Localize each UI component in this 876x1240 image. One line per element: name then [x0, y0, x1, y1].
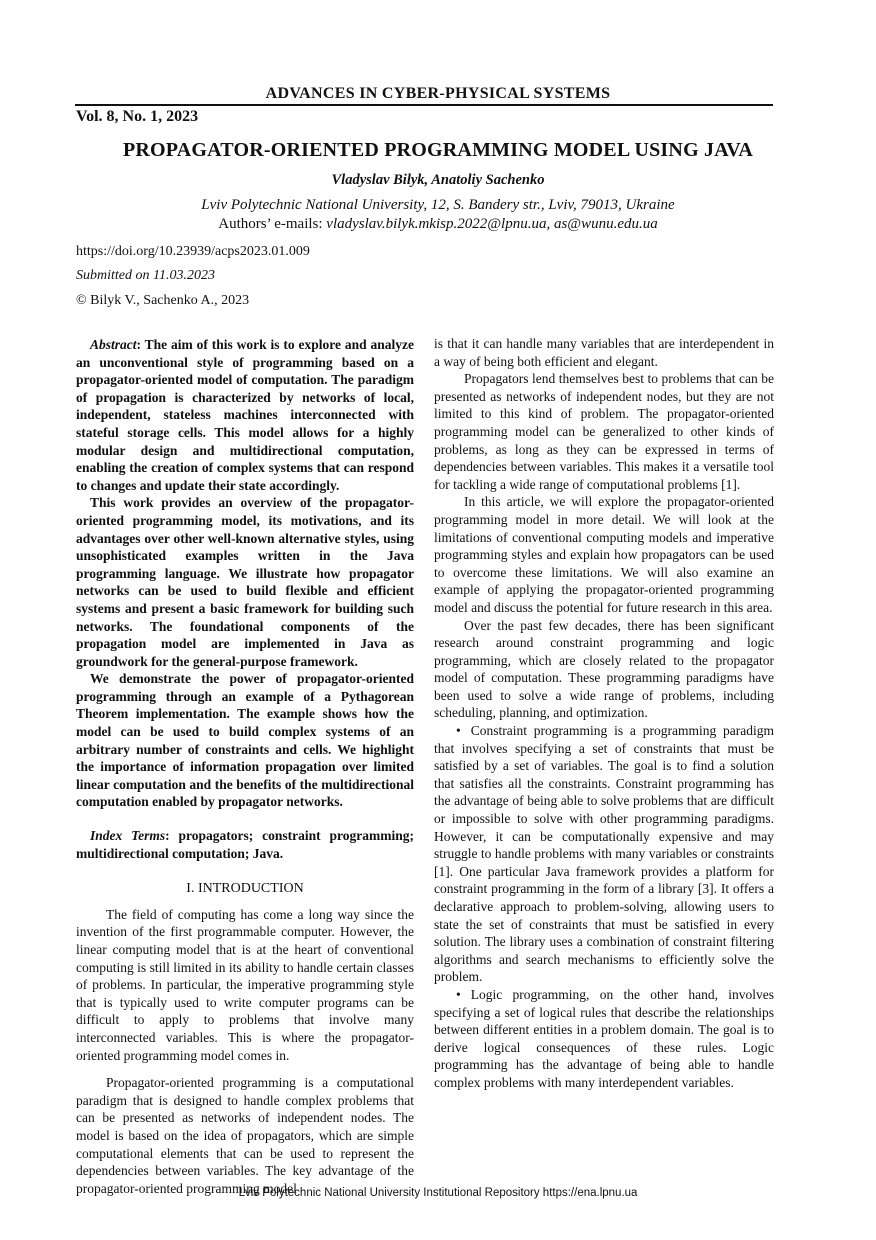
- abstract-label: Abstract: [90, 337, 137, 352]
- bullet-icon: •: [456, 986, 461, 1002]
- authors: Vladyslav Bilyk, Anatoliy Sachenko: [331, 172, 545, 188]
- emails-list[interactable]: vladyslav.bilyk.mkisp.2022@lpnu.ua, as@wunu.edu.ua: [322, 216, 658, 232]
- author-emails: [0, 216, 876, 233]
- doi-link[interactable]: https://doi.org/10.23939/acps2023.01.009: [76, 244, 310, 259]
- left-column: [76, 336, 414, 1197]
- bullet-icon: •: [456, 723, 461, 739]
- section-heading: I. INTRODUCTION: [186, 881, 304, 897]
- abstract-text: : The aim of this work is to explore and analyze an unconventional style of programming based on a propagator-oriented model of computation. The paradigm of propagation is characterized by networks of local, independent, stateless machines interconnected with stateful storage cells. This model allows for a highly modular design and multidirectional computation, enabling the creation of complex systems that can respond to changes and update their state accordingly.: [76, 337, 414, 493]
- body-paragraph: Propagators lend themselves best to problems that can be presented as networks of independent nodes, but they are not limited to this kind of problem. The propagator-oriented programming model can be generalized to other kinds of problems, as long as they can be expressed in terms of dependencies between variables. This makes it a versatile tool for tackling a wide range of computational problems [1].: [434, 371, 774, 492]
- journal-name: ADVANCES IN CYBER-PHYSICAL SYSTEMS: [265, 85, 611, 102]
- bullet-text: Logic programming, on the other hand, involves specifying a set of logical rules that describe the relationships between different entities in a problem domain. The goal is to derive logical consequences of these rules. Logic programming has the advantage of being able to handle complex problems with many interdependent variables.: [434, 986, 774, 1090]
- affiliation: Lviv Polytechnic National University, 12, S. Bandery str., Lviv, 79013, Ukraine: [201, 197, 675, 213]
- bullet-item: [434, 986, 774, 1092]
- bullet-text: Constraint programming is a programming paradigm that involves specifying a set of constraints that must be satisfied by a set of variables. The goal is to find a solution that satisfies all the constraints. Constraint programming has the advantage of being able to solve problems that are difficult or impossible to solve with other programming paradigms. However, it can be computationally expensive and may struggle to handle problems with many variables or constraints [1]. One particular Java framework provides a platform for constraint programming in the form of a library [3]. It offers a declarative approach to problem-solving, allowing users to state the set of constraints that must be satisfied in every solution. The library uses a combination of constraint filtering algorithms and search mechanisms to efficiently solve the problem.: [434, 723, 774, 985]
- abstract-paragraph: [76, 336, 414, 494]
- index-terms-text: : propagators; constraint programming; multidirectional computation; Java.: [76, 828, 414, 861]
- body-paragraph: In this article, we will explore the propagator-oriented programming model in more detail. We will look at the limitations of conventional computing models and imperative programming styles and explain how propagators can be used to overcome these limitations. We will also examine an example of applying the propagator-oriented programming model and discuss the potential for future research in this area.: [434, 494, 774, 615]
- index-terms: [76, 827, 414, 862]
- emails-label: Authors’ e-mails:: [218, 216, 323, 232]
- volume-issue: Vol. 8, No. 1, 2023: [76, 108, 199, 125]
- article-title: PROPAGATOR-ORIENTED PROGRAMMING MODEL USING JAVA: [122, 139, 753, 161]
- body-paragraph: is that it can handle many variables that are interdependent in a way of being both efficient and elegant.: [434, 336, 774, 369]
- submitted-date: Submitted on 11.03.2023: [76, 268, 215, 283]
- copyright: © Bilyk V., Sachenko A., 2023: [76, 293, 250, 308]
- body-paragraph: Propagator-oriented programming is a computational paradigm that is designed to handle complex problems that can be presented as networks of independent nodes. The model is based on the idea of propagators, which are simple computational elements that can be used to represent the dependencies between variables. The key advantage of the propagator-oriented programming model: [76, 1075, 414, 1196]
- header-rule: [75, 104, 773, 106]
- abstract-paragraph: This work provides an overview of the propagator-oriented programming model, its motivations, and its advantages over other well-known alternative styles, using unsophisticated examples written in the Java programming language. We illustrate how propagator networks can be used to build flexible and efficient systems and present a basic framework for building such networks. The foundational components of the propagation model are implemented in Java as groundwork for the general-purpose framework.: [76, 495, 414, 669]
- body-paragraph: The field of computing has come a long way since the invention of the first programmable computer. However, the linear computing model that is at the heart of conventional computing is still limited in its ability to handle certain classes of problems. In particular, the imperative programming style that is typically used to write computer programs can be difficult to apply to problems that involve many interconnected variables. This is where the propagator-oriented programming model comes in.: [76, 906, 414, 1063]
- bullet-item: [434, 722, 774, 986]
- right-column: [434, 335, 774, 1092]
- index-terms-label: Index Terms: [90, 828, 166, 844]
- abstract-paragraph: We demonstrate the power of propagator-oriented programming through an example of a Pythagorean Theorem implementation. The example shows how the model can be used to build complex systems of an arbitrary number of constraints and cells. We highlight the importance of information propagation over limited linear computation and the benefits of the multidirectional computation enabled by propagator networks.: [76, 671, 414, 810]
- repository-footer: Lviv Polytechnic National University Institutional Repository https://ena.lpnu.ua: [238, 1187, 638, 1199]
- body-paragraph: Over the past few decades, there has been significant research around constraint programming and logic programming, which are closely related to the propagator model of computation. These programming paradigms have been used to solve a wide range of problems, including scheduling, planning, and optimization.: [434, 617, 774, 721]
